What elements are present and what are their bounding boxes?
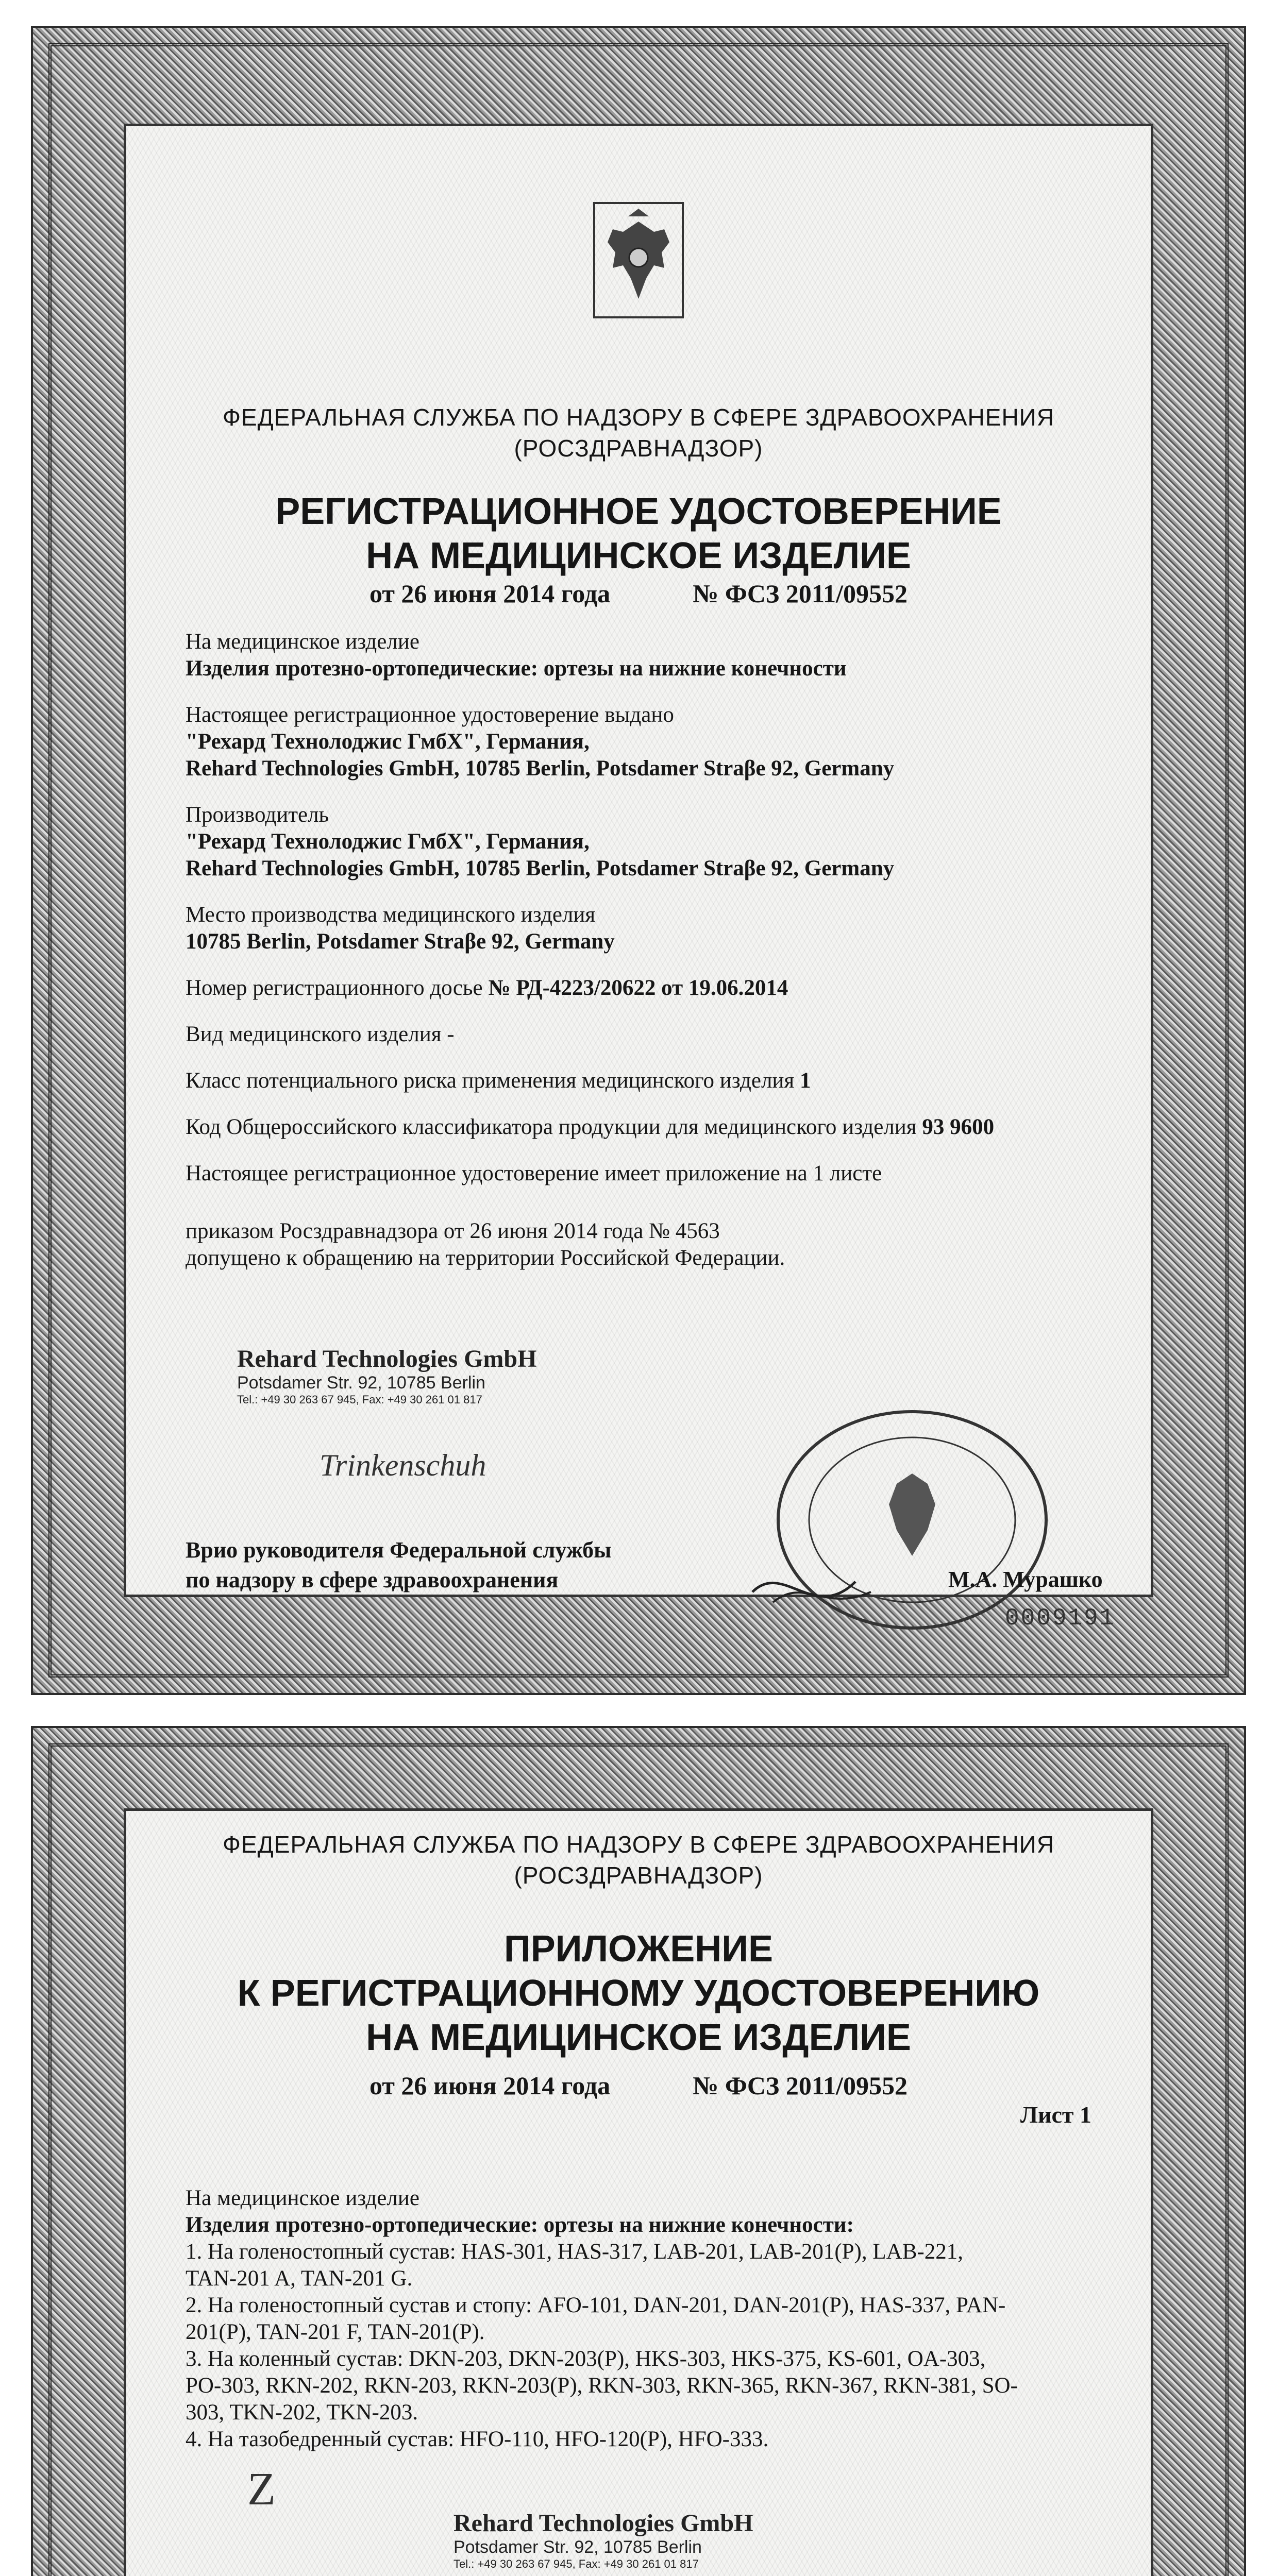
risk-class-line: Класс потенциального риска применения медицинского изделия 1 [186,1069,811,1093]
handwritten-note: Trinkenschuh [320,1448,486,1482]
list-item: 3. На коленный сустав: DKN-203, DKN-203(P), HKS-303, HKS-375, KS-601, OA-303, [186,2347,986,2371]
page-subtitle: НА МЕДИЦИНСКОЕ ИЗДЕЛИЕ [366,535,911,577]
company-stamp: Rehard Technologies GmbH Potsdamer Str. 92, 10785 Berlin Tel.: +49 30 263 67 945, Fax: +49 30 261 01 817 [237,1345,537,1406]
list-item: 1. На голеностопный сустав: HAS-301, HAS-317, LAB-201, LAB-201(P), LAB-221, [186,2240,963,2264]
page-subtitle: К РЕГИСТРАЦИОННОМУ УДОСТОВЕРЕНИЮ [237,1973,1040,2014]
issued-line: "Рехард Технолоджис ГмбХ", Германия, [186,730,590,754]
date-number-line [186,578,1091,609]
page-title: ПРИЛОЖЕНИЕ [504,1928,773,1970]
list-item: 4. На тазобедренный сустав: HFO-110, HFO-120(P), HFO-333. [186,2427,769,2451]
coat-of-arms-icon [592,201,685,319]
certificate-number: № ФСЗ 2011/09552 [693,2071,908,2100]
admitted-line: допущено к обращению на территории Российской Федерации. [186,1246,785,1270]
list-item: 303, TKN-202, TKN-203. [186,2400,418,2425]
annex-page [31,1726,1246,2576]
issue-date: от 26 июня 2014 года [369,2071,611,2100]
certificate-number: № ФСЗ 2011/09552 [693,579,908,608]
device-label: На медицинское изделие [186,630,419,654]
signer-name: М.А. Мурашко [948,1567,1103,1592]
official-seal-icon [742,1406,1062,1633]
serial-number: 0009191 [1005,1605,1116,1632]
company-stamp: Rehard Technologies GmbH Potsdamer Str. 92, 10785 Berlin Tel.: +49 30 263 67 945, Fax: +49 30 261 01 817 [453,2510,753,2570]
issued-label: Настоящее регистрационное удостоверение выдано [186,703,674,727]
device-value: Изделия протезно-ортопедические: ортезы на нижние конечности [186,656,847,681]
agency-name: ФЕДЕРАЛЬНАЯ СЛУЖБА ПО НАДЗОРУ В СФЕРЕ ЗДРАВООХРАНЕНИЯ [223,404,1054,431]
agency-name: ФЕДЕРАЛЬНАЯ СЛУЖБА ПО НАДЗОРУ В СФЕРЕ ЗДРАВООХРАНЕНИЯ [223,1831,1054,1858]
page-title: РЕГИСТРАЦИОННОЕ УДОСТОВЕРЕНИЕ [275,491,1002,532]
signer-title: Врио руководителя Федеральной службы по надзору в сфере здравоохранения [186,1537,612,1592]
device-value: Изделия протезно-ортопедические: ортезы на нижние конечности: [186,2213,854,2237]
list-item: 2. На голеностопный сустав и стопу: AFO-101, DAN-201, DAN-201(P), HAS-337, PAN- [186,2293,1006,2317]
sheet-number: Лист 1 [1020,2102,1091,2128]
list-item: 201(P), TAN-201 F, TAN-201(P). [186,2320,485,2344]
certificate-content [186,402,1091,1272]
maker-label: Производитель [186,803,329,827]
issued-line: Rehard Technologies GmbH, 10785 Berlin, Potsdamer Straβe 92, Germany [186,756,895,781]
date-number-line [186,2070,1091,2101]
order-line: приказом Росздравнадзора от 26 июня 2014 года № 4563 [186,1219,720,1243]
issue-date: от 26 июня 2014 года [369,579,611,608]
okp-code-line: Код Общероссийского классификатора продукции для медицинского изделия 93 9600 [186,1115,995,1139]
page-subtitle: НА МЕДИЦИНСКОЕ ИЗДЕЛИЕ [366,2017,911,2058]
production-place-value: 10785 Berlin, Potsdamer Straβe 92, Germany [186,929,615,954]
list-item: PO-303, RKN-202, RKN-203, RKN-203(P), RKN-303, RKN-365, RKN-367, RKN-381, SO- [186,2374,1018,2398]
production-place-label: Место производства медицинского изделия [186,903,596,927]
certificate-page [31,26,1246,1695]
handwritten-mark: Z [247,2464,276,2515]
annex-line: Настоящее регистрационное удостоверение имеет приложение на 1 листе [186,1161,882,1185]
annex-content [186,1829,1091,2453]
agency-abbr: (РОСЗДРАВНАДЗОР) [514,1862,763,1889]
maker-line: Rehard Technologies GmbH, 10785 Berlin, Potsdamer Straβe 92, Germany [186,856,895,880]
dossier-line: Номер регистрационного досье № РД-4223/20622 от 19.06.2014 [186,976,788,1000]
agency-abbr: (РОСЗДРАВНАДЗОР) [514,435,763,462]
list-item: TAN-201 A, TAN-201 G. [186,2266,413,2291]
device-type-line: Вид медицинского изделия - [186,1022,455,1046]
maker-line: "Рехард Технолоджис ГмбХ", Германия, [186,829,590,854]
device-label: На медицинское изделие [186,2186,419,2210]
